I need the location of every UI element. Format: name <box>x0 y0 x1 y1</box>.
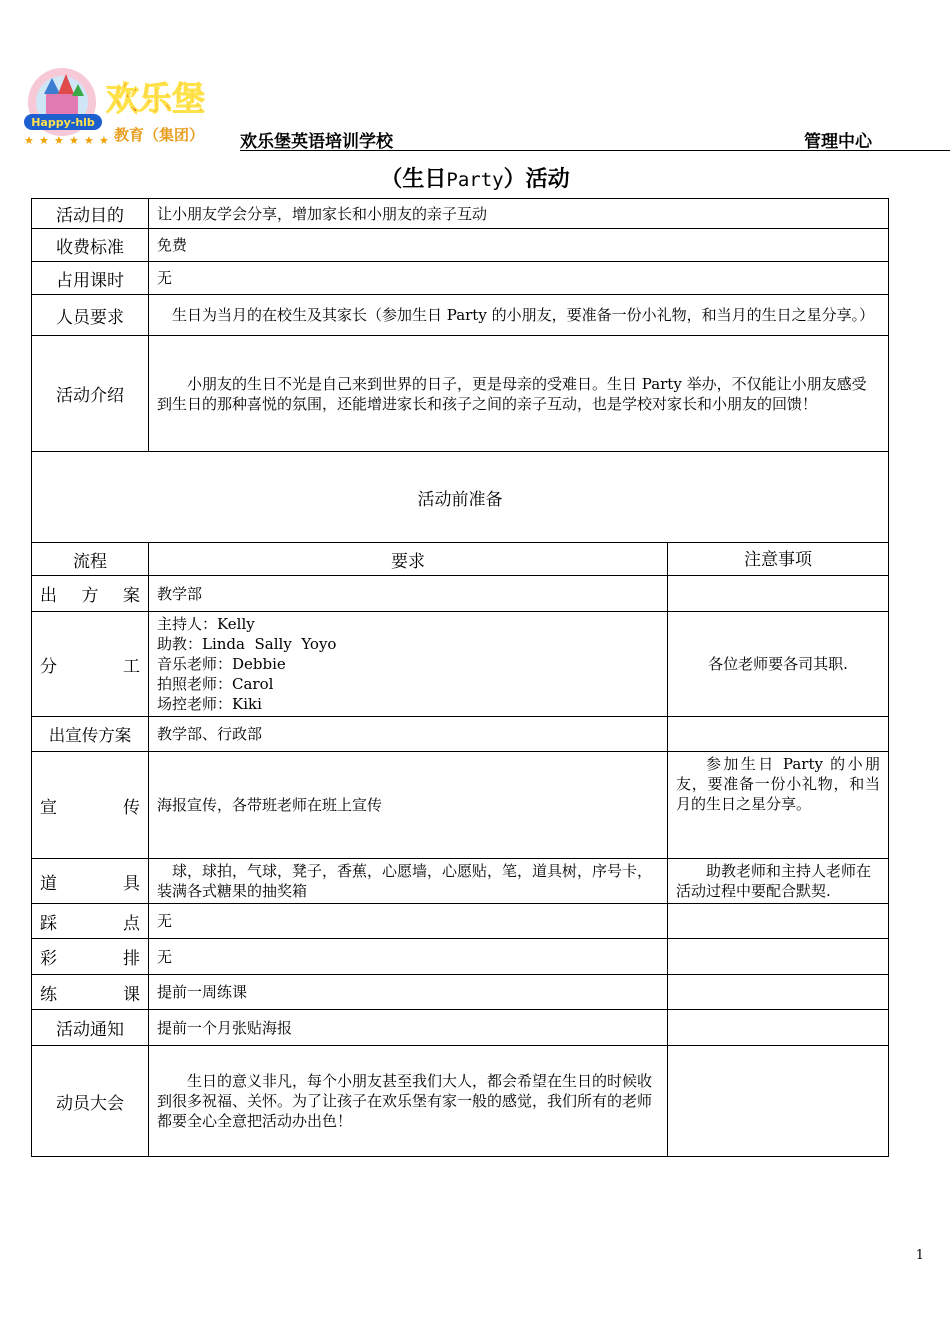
activity-table <box>31 198 889 1157</box>
col-flow: 流程 <box>32 543 149 576</box>
division-value <box>149 612 668 717</box>
row-label: 彩 排 <box>32 939 149 975</box>
promo-plan-note <box>668 717 889 752</box>
table-row <box>32 612 889 717</box>
svg-text:★: ★ <box>39 134 49 147</box>
plan-note <box>668 576 889 612</box>
table-row <box>32 336 889 452</box>
row-label: 练 课 <box>32 975 149 1010</box>
site-value: 无 <box>149 904 668 939</box>
table-row <box>32 904 889 939</box>
svg-text:★: ★ <box>54 134 64 147</box>
row-label: 人员要求 <box>32 295 149 336</box>
table-row <box>32 1010 889 1046</box>
division-line: 主持人：Kelly <box>157 615 255 633</box>
row-label: 占用课时 <box>32 262 149 295</box>
purpose-value: 让小朋友学会分享，增加家长和小朋友的亲子互动 <box>149 199 889 229</box>
row-label: 分 工 <box>32 612 149 717</box>
svg-text:Happy-hlb: Happy-hlb <box>31 116 95 129</box>
row-label: 活动介绍 <box>32 336 149 452</box>
table-row <box>32 199 889 229</box>
site-note <box>668 904 889 939</box>
table-row <box>32 1046 889 1157</box>
prep-title: 活动前准备 <box>32 452 889 543</box>
row-label: 踩 点 <box>32 904 149 939</box>
practice-value: 提前一周练课 <box>149 975 668 1010</box>
promo-plan-value: 教学部、行政部 <box>149 717 668 752</box>
plan-value: 教学部 <box>149 576 668 612</box>
props-note: 助教老师和主持人老师在活动过程中要配合默契. <box>668 859 889 904</box>
table-row <box>32 717 889 752</box>
department-name: 管理中心 <box>804 132 872 152</box>
col-notes: 注意事项 <box>668 543 889 576</box>
table-row <box>32 229 889 262</box>
title-close: ）活动 <box>503 167 570 192</box>
page-title <box>0 162 950 193</box>
row-label: 出 方 案 <box>32 576 149 612</box>
table-row <box>32 939 889 975</box>
hours-value: 无 <box>149 262 889 295</box>
division-note: 各位老师要各司其职. <box>668 612 889 717</box>
row-label: 道 具 <box>32 859 149 904</box>
row-label: 动员大会 <box>32 1046 149 1157</box>
practice-note <box>668 975 889 1010</box>
table-row <box>32 295 889 336</box>
svg-text:欢乐堡: 欢乐堡 <box>106 79 205 118</box>
table-row <box>32 752 889 859</box>
row-label: 活动目的 <box>32 199 149 229</box>
fee-value: 免费 <box>149 229 889 262</box>
table-row <box>32 262 889 295</box>
title-party: Party <box>446 169 504 191</box>
svg-text:★: ★ <box>99 134 109 147</box>
table-row <box>32 576 889 612</box>
table-row <box>32 452 889 543</box>
promo-value: 海报宣传，各带班老师在班上宣传 <box>149 752 668 859</box>
table-row <box>32 975 889 1010</box>
page-number: 1 <box>915 1248 924 1263</box>
svg-text:★: ★ <box>24 134 34 147</box>
rehearsal-note <box>668 939 889 975</box>
svg-text:★: ★ <box>69 134 79 147</box>
row-label: 活动通知 <box>32 1010 149 1046</box>
division-line: 拍照老师：Carol <box>157 675 274 693</box>
rally-note <box>668 1046 889 1157</box>
column-header-row <box>32 543 889 576</box>
header-rule <box>240 150 950 151</box>
rehearsal-value: 无 <box>149 939 668 975</box>
col-requirement: 要求 <box>149 543 668 576</box>
school-name: 欢乐堡英语培训学校 <box>240 132 393 152</box>
row-label: 收费标准 <box>32 229 149 262</box>
division-line: 助教：Linda Sally Yoyo <box>157 635 337 653</box>
title-open: （生日 <box>380 167 447 192</box>
happy-hlb-logo <box>22 66 242 148</box>
props-value: 球，球拍，气球，凳子，香蕉，心愿墙，心愿贴，笔，道具树，序号卡，装满各式糖果的抽奖箱 <box>149 859 668 904</box>
notice-value: 提前一个月张贴海报 <box>149 1010 668 1046</box>
division-line: 场控老师：Kiki <box>157 695 262 713</box>
row-label: 出宣传方案 <box>32 717 149 752</box>
notice-note <box>668 1010 889 1046</box>
svg-text:★: ★ <box>84 134 94 147</box>
svg-text:教育（集团）: 教育（集团） <box>114 126 205 144</box>
page-header <box>0 0 950 150</box>
people-value: 生日为当月的在校生及其家长（参加生日 Party 的小朋友，要准备一份小礼物，和当月的生日之星分享。） <box>149 295 889 336</box>
intro-value: 小朋友的生日不光是自己来到世界的日子，更是母亲的受难日。生日 Party 举办，不仅能让小朋友感受到生日的那种喜悦的氛围，还能增进家长和孩子之间的亲子互动，也是学校对家长和小朋友的回馈！ <box>149 336 889 452</box>
division-line: 音乐老师：Debbie <box>157 655 286 673</box>
row-label: 宣 传 <box>32 752 149 859</box>
table-row <box>32 859 889 904</box>
promo-note: 参加生日 Party 的小朋友，要准备一份小礼物，和当月的生日之星分享。 <box>668 752 889 859</box>
rally-value: 生日的意义非凡，每个小朋友甚至我们大人，都会希望在生日的时候收到很多祝福、关怀。为了让孩子在欢乐堡有家一般的感觉，我们所有的老师都要全心全意把活动办出色！ <box>149 1046 668 1157</box>
